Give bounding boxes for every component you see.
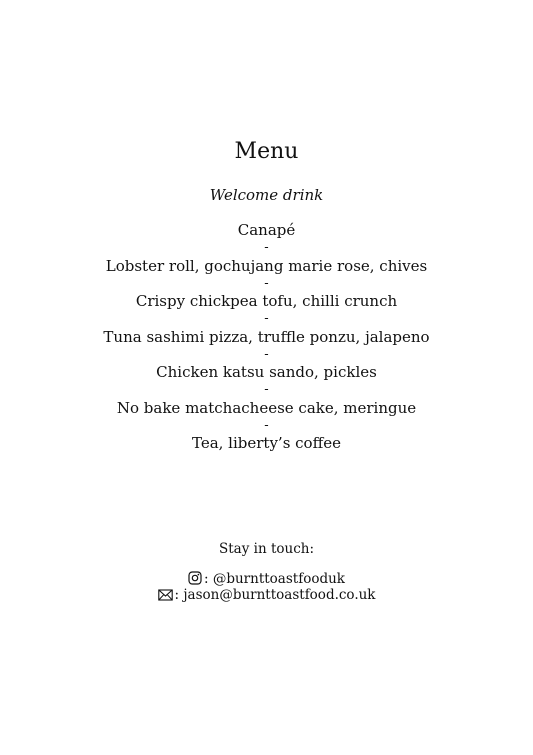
course-separator: - <box>264 382 269 397</box>
course-separator: - <box>264 346 269 362</box>
instagram-handle[interactable]: : @burnttoastfooduk <box>204 571 345 587</box>
course-item: Tea, liberty’s coffee <box>191 434 342 452</box>
course-separator: - <box>264 275 269 291</box>
course-item: No bake matchacheese cake, meringue <box>116 398 417 417</box>
course-item: Crispy chickpea tofu, chilli crunch <box>135 292 398 310</box>
course-item: Chicken katsu sando, pickles <box>156 363 377 381</box>
email-contact <box>0 587 533 606</box>
course-separator: - <box>264 417 269 433</box>
envelope-icon <box>158 589 173 606</box>
welcome-drink: Welcome drink <box>209 186 324 204</box>
course-separator: - <box>264 240 269 255</box>
course-list <box>0 221 533 453</box>
course-item: Canapé <box>237 221 296 239</box>
email-address[interactable]: : jason@burnttoastfood.co.uk <box>174 587 376 603</box>
course-item: Tuna sashimi pizza, truffle ponzu, jalapeno <box>103 327 430 346</box>
course-item: Lobster roll, gochujang marie rose, chives <box>105 256 428 275</box>
page-title: Menu <box>234 139 299 164</box>
course-separator: - <box>264 311 269 326</box>
stay-in-touch-heading: Stay in touch: <box>219 541 314 557</box>
